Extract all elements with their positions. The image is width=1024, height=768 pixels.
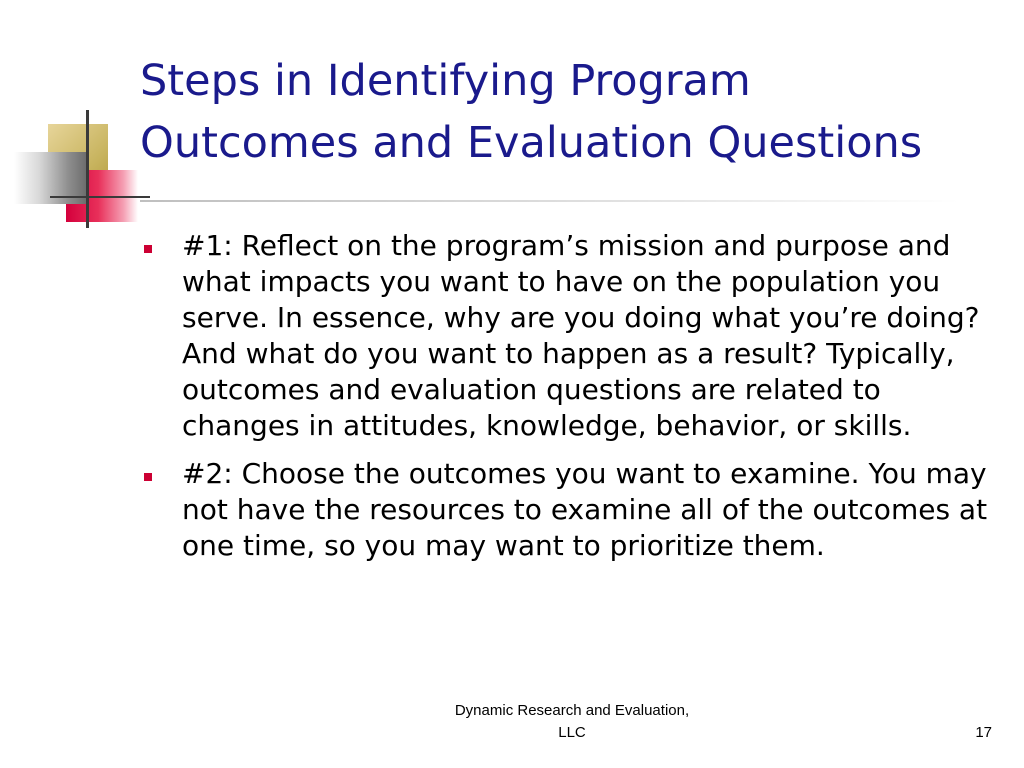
title-divider xyxy=(140,200,960,202)
bullet-item-2 xyxy=(140,456,1000,564)
vertical-line-decoration xyxy=(86,110,89,228)
bullet-item-1 xyxy=(140,228,1000,444)
footer-line-2: LLC xyxy=(558,724,586,741)
slide-title-line-2: Outcomes and Evaluation Questions xyxy=(140,118,923,168)
slide-title xyxy=(140,50,1000,174)
page-number: 17 xyxy=(975,724,992,741)
bullet-list xyxy=(140,228,1000,576)
slide-title-line-1: Steps in Identifying Program xyxy=(140,56,751,106)
footer-text xyxy=(400,700,744,744)
square-bullet-icon xyxy=(144,473,152,481)
horizontal-line-decoration xyxy=(50,196,150,198)
bullet-text-1: #1: Reflect on the program’s mission and purpose and what impacts you want to have on the population you serve. In essence, why are you doing what you’re doing? And what do you want to happen as a result? Typically, outcomes and evaluation questions are related to changes in attitudes, knowledge, behavior, or skills. xyxy=(182,229,980,442)
bullet-text-2: #2: Choose the outcomes you want to examine. You may not have the resources to examine all of the outcomes at one time, so you may want to prioritize them. xyxy=(182,457,988,562)
corner-squares-decoration xyxy=(0,0,160,240)
footer-line-1: Dynamic Research and Evaluation, xyxy=(454,702,690,719)
square-bullet-icon xyxy=(144,245,152,253)
